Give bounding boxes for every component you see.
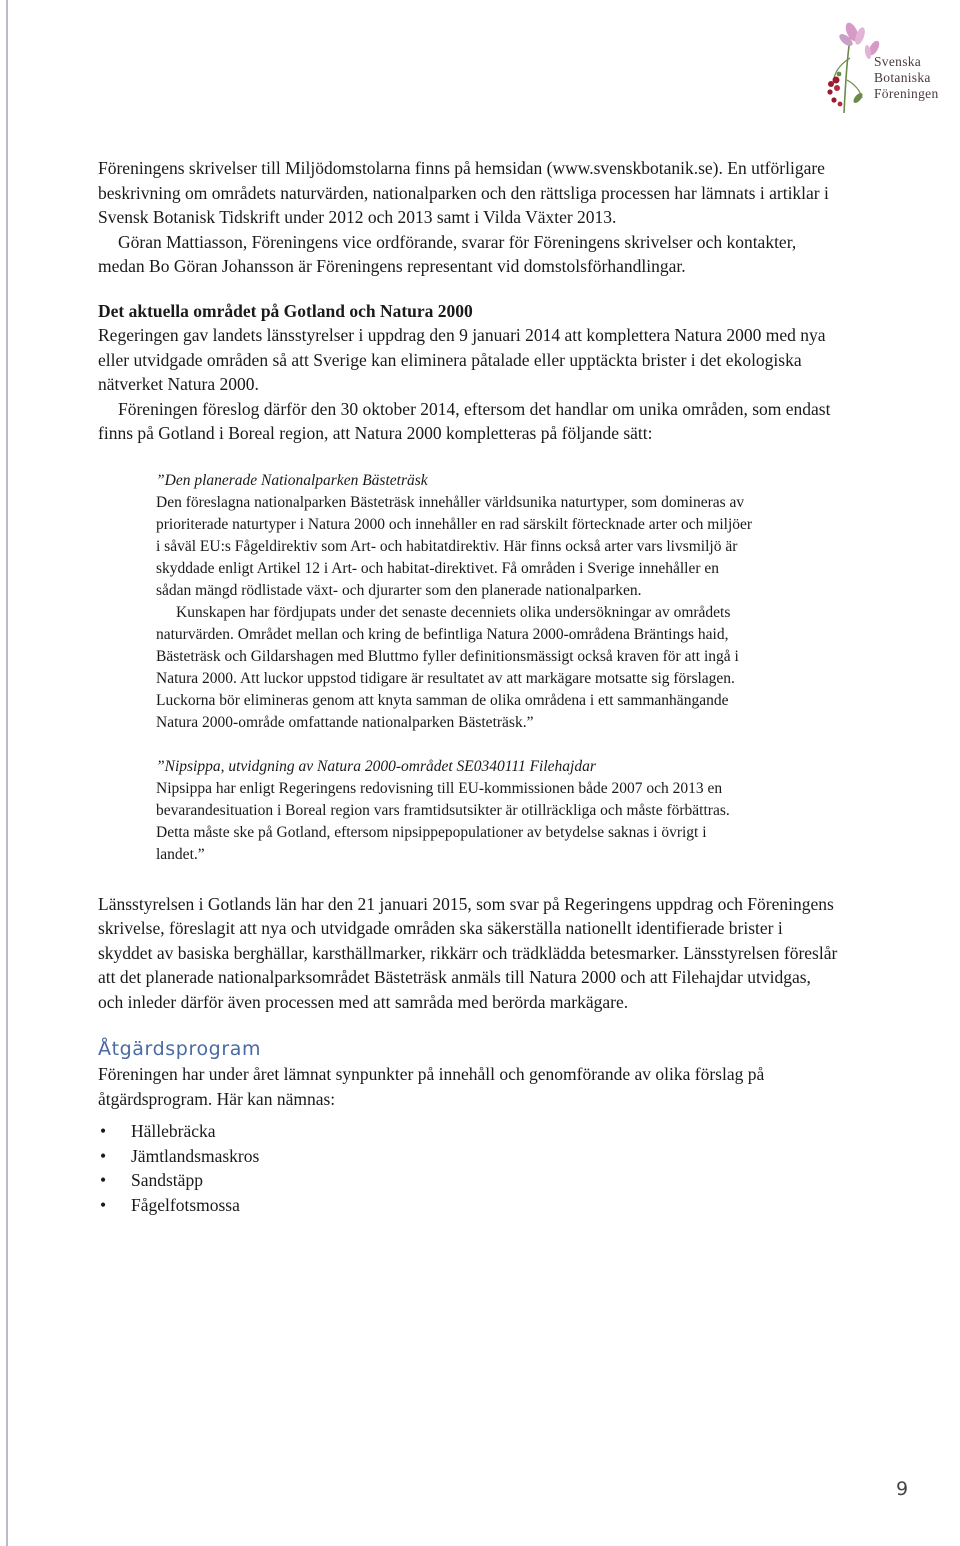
logo-line-1: Svenska — [874, 54, 922, 69]
quote-nipsippa — [156, 756, 756, 866]
logo-wordmark — [874, 54, 939, 102]
quote-paragraph: Kunskapen har fördjupats under det senaste decenniets olika undersökningar av områdets naturvärden. Området mellan och kring de befintliga Natura 2000-områdena Bräntings haid, Bästeträsk och Gildarshagen med Bluttmo fyller definitionsmässigt också kraven för att ingå i Natura 2000. Att luckor uppstod tidigare är resultatet av att markägare motsatte sig förslagen. Luckorna bör elimineras genom att knyta samman de olika områdena i ett sammanhängande Natura 2000-område omfattande nationalparken Bästeträsk.” — [156, 603, 739, 731]
bullet-icon: • — [100, 1170, 107, 1190]
action-programs-paragraph: Föreningen har under året lämnat synpunkter på innehåll och genomförande av olika förslag på åtgärdsprogram. Här kan nämnas: — [98, 1064, 765, 1109]
page-edge-line — [6, 0, 8, 1546]
government-paragraph: Regeringen gav landets länsstyrelser i uppdrag den 9 januari 2014 att komplettera Natura 2000 med nya eller utvidgade områden så att Sverige kan eliminera påtalade eller upptäckta brister i det ekologiska nätverket Natura 2000. — [98, 325, 826, 394]
logo-line-3: Föreningen — [874, 86, 939, 101]
quote-basteträsk — [156, 470, 756, 734]
list-item — [98, 1144, 838, 1169]
bullet-icon: • — [100, 1145, 107, 1166]
species-list — [98, 1119, 838, 1217]
intro-paragraph: Föreningens skrivelser till Miljödomstolarna finns på hemsidan (www.svenskbotanik.se). En utförligare beskrivning om områdets naturvärden, nationalparken och den rättsliga processen har lämnats i artiklar i Svensk Botanisk Tidskrift under 2012 och 2013 samt i Vilda Växter 2013. — [98, 158, 829, 227]
section-title-atgardsprogram: Åtgärdsprogram — [98, 1038, 262, 1060]
logo — [822, 18, 960, 128]
list-item — [98, 1193, 838, 1218]
bullet-icon: • — [100, 1121, 107, 1141]
main-content — [98, 156, 838, 1217]
quote-paragraph: Nipsippa har enligt Regeringens redovisning till EU-kommissionen både 2007 och 2013 en bevarandesituation i Boreal region vars framtidsutsikter är otillräckliga och måste förbättras. Detta måste ske på Gotland, eftersom nipsippepopulationer av betydelse saknas i övrigt i landet.” — [156, 779, 730, 863]
list-item — [98, 1168, 838, 1193]
county-board-paragraph: Länsstyrelsen i Gotlands län har den 21 januari 2015, som svar på Regeringens uppdrag och Föreningens skrivelse, föreslagit att nya och utvidgade områden ska säkerställa nationellt identifierade brister i skyddet av basiska berghällar, karsthällmarker, rikkärr och trädklädda betesmarker. Länsstyrelsen föreslår att det planerade nationalparksområdet Bästeträsk anmäls till Natura 2000 och att Filehajdar utvidgas, och inleder därför även processen med att samråda med berörda markägare. — [98, 893, 838, 1012]
quote-title: ”Nipsippa, utvidgning av Natura 2000-området SE0340111 Filehajdar — [156, 757, 596, 775]
subheading-gotland: Det aktuella området på Gotland och Natura 2000 — [98, 300, 473, 321]
quote-title: ”Den planerade Nationalparken Bästeträsk — [156, 471, 428, 489]
list-item-label: Fågelfotsmossa — [131, 1194, 240, 1215]
quote-paragraph: Den föreslagna nationalparken Bästeträsk innehåller världsunika naturtyper, som domineras av prioriterade naturtyper i Natura 2000 och innehåller en rad särskilt förtecknade arter och miljöer i såväl EU:s Fågeldirektiv som Art- och habitatdirektiv. Här finns också arter vars livsmiljö är skyddade enligt Artikel 12 i Art- och habitat-direktivet. Få områden i Sverige innehåller en sådan mängd rödlistade växt- och djurarter som den planerade nationalparken. — [156, 493, 753, 599]
list-item-label: Hällebräcka — [131, 1121, 216, 1141]
proposal-paragraph: Föreningen föreslog därför den 30 oktober 2014, eftersom det handlar om unika områden, som endast finns på Gotland i Boreal region, att Natura 2000 kompletteras på följande sätt: — [98, 398, 831, 443]
list-item-label: Sandstäpp — [131, 1170, 203, 1190]
bullet-icon: • — [100, 1194, 107, 1215]
officers-paragraph: Göran Mattiasson, Föreningens vice ordförande, svarar för Föreningens skrivelser och kontakter, medan Bo Göran Johansson är Föreningens representant vid domstolsförhandlingar. — [98, 231, 797, 276]
page-number: 9 — [896, 1478, 909, 1500]
flower-logo-icon — [822, 18, 882, 128]
list-item — [98, 1119, 838, 1144]
list-item-label: Jämtlandsmaskros — [131, 1145, 260, 1166]
logo-line-2: Botaniska — [874, 70, 931, 85]
